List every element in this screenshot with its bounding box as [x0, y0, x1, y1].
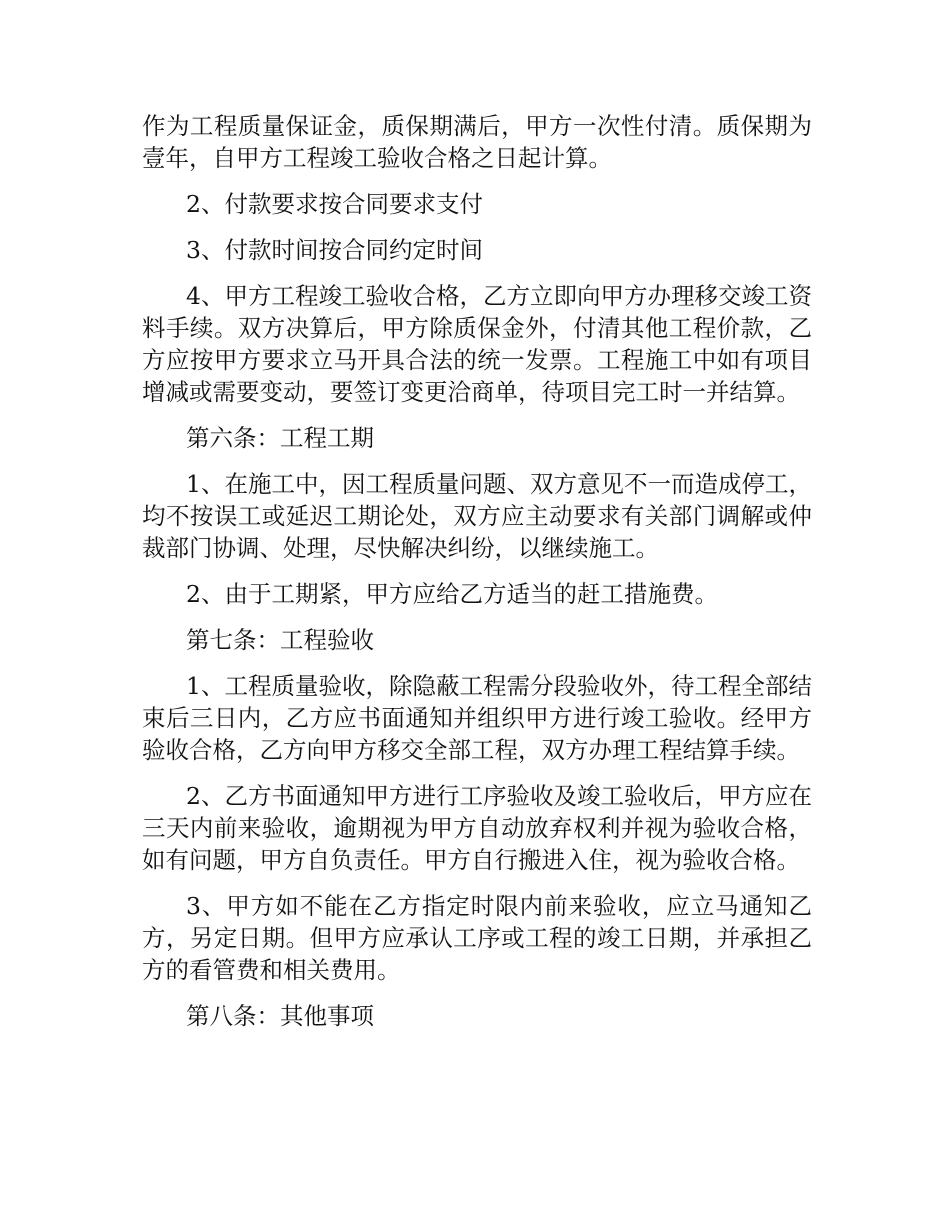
- paragraph-rescheduling: 3、甲方如不能在乙方指定时限内前来验收，应立马通知乙方，另定日期。但甲方应承认工序或工程的竣工日期，并承担乙方的看管费和相关费用。: [142, 892, 812, 984]
- section-heading-article-8: 第八条：其他事项: [186, 1002, 374, 1030]
- paragraph-acceptance-handover: 4、甲方工程竣工验收合格，乙方立即向甲方办理移交竣工资料手续。双方决算后，甲方除质保金外，付清其他工程价款，乙方应按甲方要求立马开具合法的统一发票。工程施工中如有项目增减或需要变动，要签订变更洽商单，待项目完工时一并结算。: [142, 282, 812, 406]
- paragraph-quality-acceptance: 1、工程质量验收，除隐蔽工程需分段验收外，待工程全部结束后三日内，乙方应书面通知并组织甲方进行竣工验收。经甲方验收合格，乙方向甲方移交全部工程，双方办理工程结算手续。: [142, 672, 812, 764]
- paragraph-payment-requirement: 2、付款要求按合同要求支付: [186, 190, 483, 218]
- paragraph-payment-time: 3、付款时间按合同约定时间: [186, 236, 483, 264]
- document-body: [142, 110, 812, 1046]
- paragraph-work-stoppage: 1、在施工中，因工程质量问题、双方意见不一而造成停工，均不按误工或延迟工期论处，双方应主动要求有关部门调解或仲裁部门协调、处理，尽快解决纠纷，以继续施工。: [142, 470, 812, 562]
- paragraph-acceptance-deadline: 2、乙方书面通知甲方进行工序验收及竣工验收后，甲方应在三天内前来验收，逾期视为甲方自动放弃权利并视为验收合格，如有问题，甲方自负责任。甲方自行搬进入住，视为验收合格。: [142, 782, 812, 874]
- paragraph-rush-fee: 2、由于工期紧，甲方应给乙方适当的赶工措施费。: [186, 580, 718, 608]
- section-heading-article-6: 第六条：工程工期: [186, 424, 374, 452]
- paragraph-continuation: 作为工程质量保证金，质保期满后，甲方一次性付清。质保期为壹年，自甲方工程竣工验收合格之日起计算。: [142, 112, 812, 172]
- section-heading-article-7: 第七条：工程验收: [186, 626, 374, 654]
